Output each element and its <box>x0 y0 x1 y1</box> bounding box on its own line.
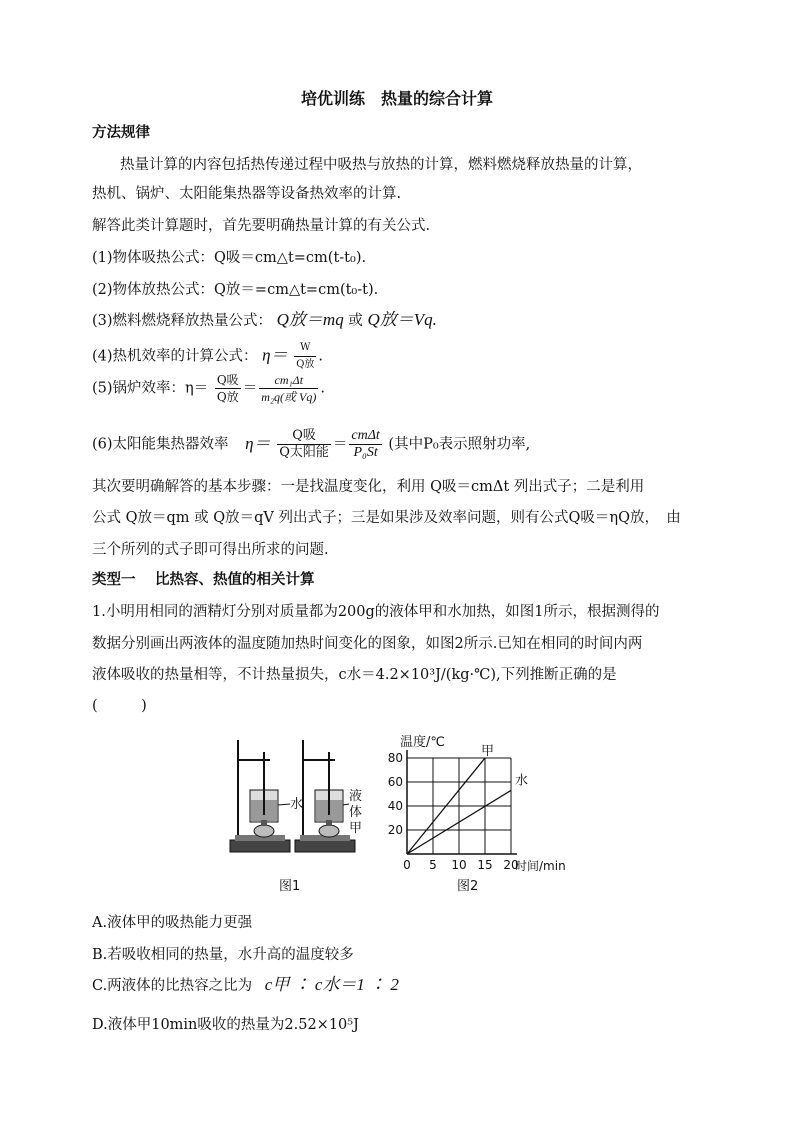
formula-3-label: (3)燃料燃烧释放热量公式： <box>92 313 273 329</box>
chart-y-tick-label: 20 <box>387 823 403 837</box>
question-1-line-1: 1.小明用相同的酒精灯分别对质量都为200g的液体甲和水加热，如图1所示，根据测得的 <box>92 604 660 620</box>
formula-6-den-2: P₀St <box>353 445 378 460</box>
chart-series-label: 甲 <box>481 744 495 759</box>
chart-x-tick-label: 20 <box>503 858 519 872</box>
chart-series-label: 水 <box>515 773 529 789</box>
formula-4-fraction <box>294 340 316 373</box>
chart-y-tick-label: 40 <box>387 799 403 813</box>
option-b: B.若吸收相同的热量，水升高的温度较多 <box>92 947 354 963</box>
chart-x-tick-label: 15 <box>477 858 493 872</box>
formula-3-or: 或 <box>348 313 363 329</box>
page-title: 培优训练 热量的综合计算 <box>300 89 493 108</box>
formula-5-fraction-2 <box>259 372 318 405</box>
formula-6-den-1: Q太阳能 <box>279 445 329 460</box>
formula-1: (1)物体吸热公式：Q吸＝cm△t=cm(t-t₀). <box>92 250 367 266</box>
option-c <box>92 975 399 996</box>
steps-line-2: 公式 Q放＝qm 或 Q放＝qV 列出式子；三是如果涉及效率问题，则有公式Q吸＝ηQ放， 由 <box>92 510 681 526</box>
chart-grid <box>407 750 517 854</box>
chart-y-tick-label: 80 <box>387 751 403 765</box>
chart-x-tick-label: 5 <box>429 858 437 872</box>
fig1-liquid-label-1: 液 <box>349 789 363 804</box>
chart-x-tick-label: 10 <box>451 858 467 872</box>
formula-6-label: (6)太阳能集热器效率 <box>92 436 229 453</box>
chart-y-axis-label: 温度/℃ <box>400 735 445 750</box>
chart-x-axis-label: 时间/min <box>515 859 566 873</box>
formula-4-label: (4)热机效率的计算公式： <box>92 348 258 365</box>
chart-y-tick-label: 60 <box>387 775 403 789</box>
formula-6-eta: η＝ <box>245 433 271 453</box>
intro-line-1: 热量计算的内容包括热传递过程中吸热与放热的计算，燃料燃烧释放热量的计算， <box>120 157 642 173</box>
figure-2-caption: 图2 <box>457 879 479 894</box>
fig1-liquid-label-2: 体 <box>349 805 363 820</box>
question-1-line-4: ( ) <box>92 698 147 714</box>
formula-4-den: Q放 <box>296 359 315 370</box>
section-heading-type1: 类型一 比热容、热值的相关计算 <box>92 572 315 588</box>
formula-4: (4)热机效率的计算公式： η＝ $\frac{W}{\text{Q放}}$ . <box>92 340 323 370</box>
formula-6-num-1: Q吸 <box>277 428 331 445</box>
fig1-water-label: 水 <box>290 797 304 812</box>
formula-6-note: (其中P₀表示照射功率, <box>388 436 531 453</box>
formula-6-num-2: cmΔt <box>351 428 380 443</box>
formula-5: (5)锅炉效率：η＝ $\frac{\text{Q吸}}{\text{Q放}}$ ＝ $\frac{\text{cm₁Δt}}{\text{m₂q(或 Vq)}}$ . <box>92 373 325 404</box>
option-a: A.液体甲的吸热能力更强 <box>92 915 253 931</box>
formula-5-den-2: m₂q(或 Vq) <box>261 390 317 404</box>
formula-6-fraction-1 <box>277 428 331 461</box>
formula-5-den-1: Q放 <box>216 390 239 404</box>
option-c-formula: c甲 ∶ c水＝1 ∶ 2 <box>264 975 399 994</box>
chart-series <box>407 744 528 854</box>
formula-4-num: W <box>294 340 316 357</box>
fig1-liquid-label-3: 甲 <box>349 821 363 836</box>
formula-5-label: (5)锅炉效率：η＝ <box>92 380 209 397</box>
formula-2: (2)物体放热公式：Q放＝=cm△t=cm(t₀-t). <box>92 282 379 298</box>
option-c-label: C.两液体的比热容之比为 <box>92 978 253 994</box>
formula-5-fraction-1 <box>215 372 241 405</box>
formula-3-b: Q放＝Vq. <box>367 310 437 329</box>
formula-5-num-1: Q吸 <box>216 373 239 387</box>
question-1-line-3: 液体吸收的热量相等，不计热量损失，c水＝4.2×10³J/(kg·℃),下列推断正确的是 <box>92 667 617 683</box>
option-d: D.液体甲10min吸收的热量为2.52×10⁵J <box>92 1017 359 1033</box>
steps-line-3: 三个所列的式子即可得出所求的问题. <box>92 542 329 558</box>
formula-5-num-2: cm₁Δt <box>259 372 318 389</box>
intro-line-3: 解答此类计算题时，首先要明确热量计算的有关公式. <box>92 218 431 234</box>
formula-4-eta: η＝ <box>262 345 288 365</box>
figure-2-chart <box>385 730 585 880</box>
chart-x-tick-label: 0 <box>403 858 411 872</box>
formula-6: (6)太阳能集热器效率 η＝ $\frac{\text{Q吸}}{\text{Q太阳能}}$ ＝ $\frac{\text{cmΔt}}{\text{P₀St}}$ (其中P₀表示照射功率, <box>92 428 531 460</box>
formula-6-fraction-2 <box>349 428 381 461</box>
formula-3 <box>92 310 437 331</box>
formula-3-a: Q放＝mq <box>276 310 344 329</box>
question-1-line-2: 数据分别画出两液体的温度随加热时间变化的图象，如图2所示.已知在相同的时间内两 <box>92 636 643 652</box>
section-heading-method: 方法规律 <box>92 125 150 141</box>
question-figures <box>225 730 585 900</box>
figure-1-caption: 图1 <box>279 879 301 894</box>
intro-line-2: 热机、锅炉、太阳能集热器等设备热效率的计算. <box>92 186 402 202</box>
steps-line-1: 其次要明确解答的基本步骤：一是找温度变化，利用 Q吸＝cmΔt 列出式子；二是利用 <box>92 479 645 495</box>
